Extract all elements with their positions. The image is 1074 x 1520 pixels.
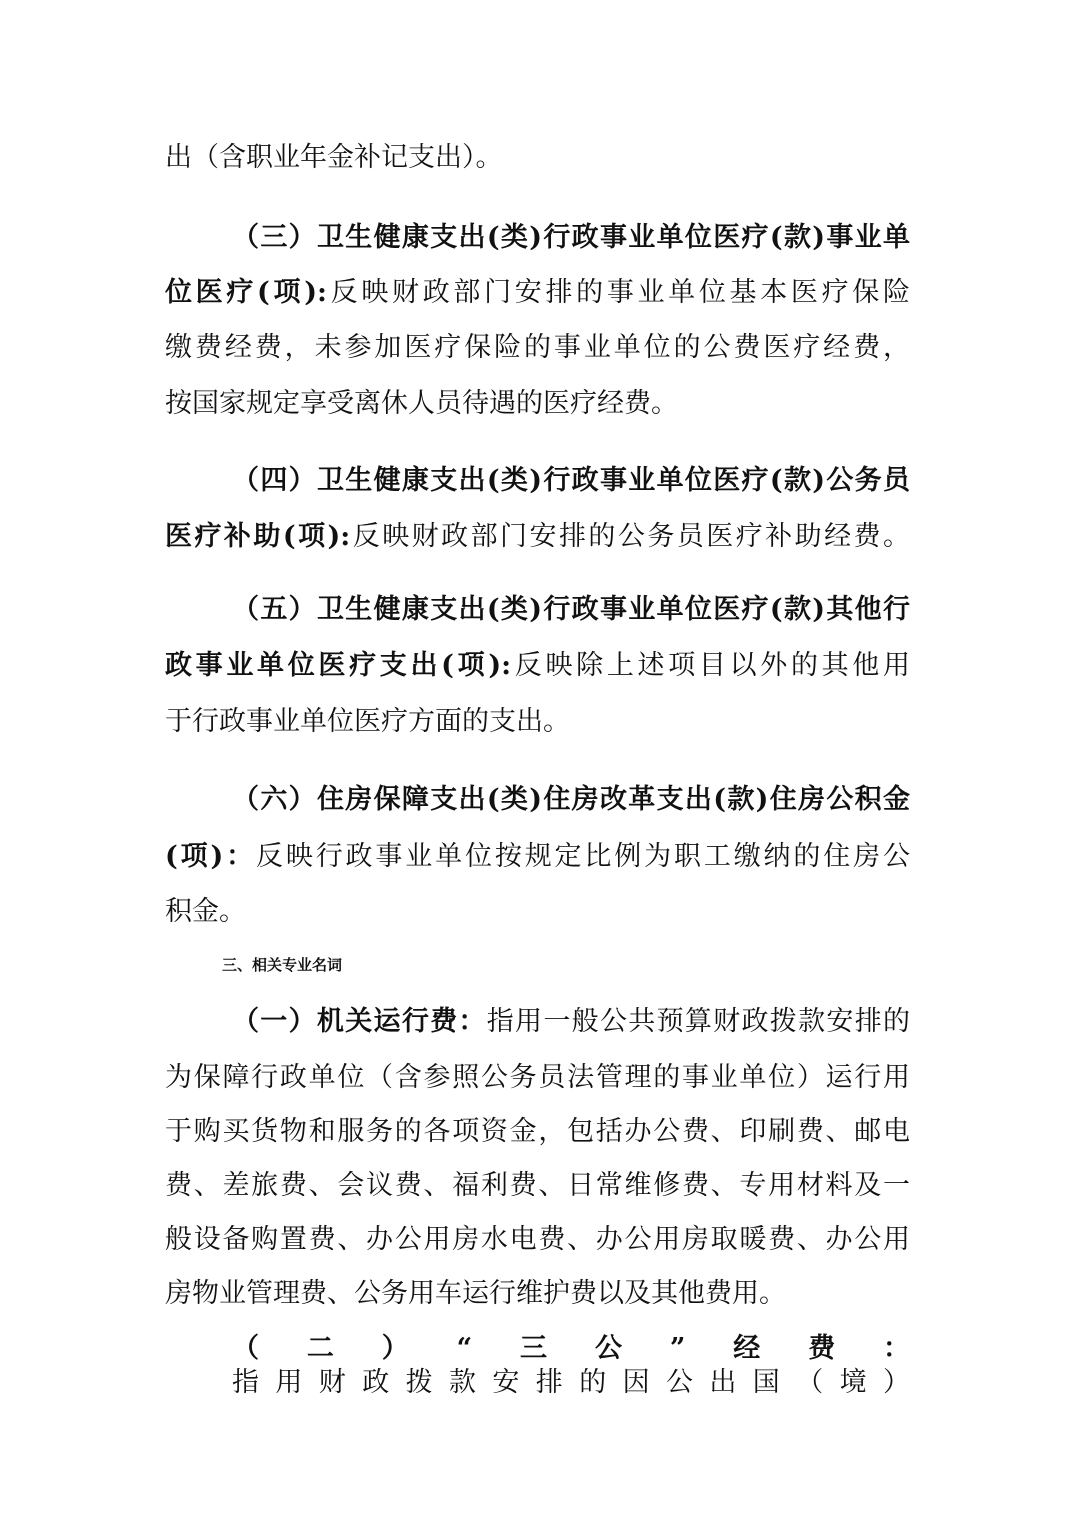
body-text: 积金。 [165,896,246,927]
text-line [165,1223,910,1257]
body-text: 于购买货物和服务的各项资金，包括办公费、印刷费、邮电 [165,1116,910,1147]
body-text: 指用一般公共预算财政拨款安排的 [486,1006,911,1037]
body-text: 般设备购置费、办公用房水电费、办公用房取暖费、办公用 [165,1224,910,1255]
text-line [165,705,910,739]
bold-term: （四）卫生健康支出(类)行政事业单位医疗(款)公务员 [232,465,910,496]
body-text: 反映除上述项目以外的其他用 [511,650,910,681]
body-text: 反映财政部门安排的事业单位基本医疗保险 [326,277,910,308]
body-text: 缴费经费，未参加医疗保险的事业单位的公费医疗经费， [165,332,910,363]
text-line [165,1277,910,1311]
text-line [165,141,910,175]
body-text: 反映行政事业单位按规定比例为职工缴纳的住房公 [255,841,910,872]
body-text: 指用财政拨款安排的因公出国（境） [232,1367,910,1398]
bold-term: 政事业单位医疗支出(项): [165,650,512,681]
bold-term: （五）卫生健康支出(类)行政事业单位医疗(款)其他行 [232,594,910,625]
text-line [232,221,910,255]
body-text: 房物业管理费、公务用车运行维护费以及其他费用。 [165,1278,786,1309]
body-text: 出（含职业年金补记支出）。 [165,142,503,173]
text-line [165,520,910,554]
text-line [165,649,910,683]
text-line [232,464,910,498]
body-text: 为保障行政单位（含参照公务员法管理的事业单位）运行用 [165,1062,910,1093]
bold-term: （二）“三公”经费： [232,1333,910,1364]
body-text: 于行政事业单位医疗方面的支出。 [165,706,570,737]
bold-term: （六）住房保障支出(类)住房改革支出(款)住房公积金 [232,784,910,815]
bold-term: (项)： [165,841,256,872]
text-line [232,783,910,817]
bold-term: 位医疗(项): [165,277,327,308]
text-line [165,840,910,874]
text-line [232,1005,910,1039]
text-line [232,593,910,627]
body-text: 按国家规定享受离休人员待遇的医疗经费。 [165,388,678,419]
text-line [165,1061,910,1095]
bold-term: （三）卫生健康支出(类)行政事业单位医疗(款)事业单 [232,222,910,253]
text-line [165,387,910,421]
body-text: 费、差旅费、会议费、福利费、日常维修费、专用材料及一 [165,1170,910,1201]
text-line [165,331,910,365]
section-heading: 三、相关专业名词 [222,956,343,974]
bold-term: 医疗补助(项): [165,521,351,552]
text-line [232,1332,910,1400]
text-line [165,1169,910,1203]
body-text: 反映财政部门安排的公务员医疗补助经费。 [350,521,910,552]
bold-term: （一）机关运行费： [232,1006,487,1037]
text-line [165,276,910,310]
text-line [165,1115,910,1149]
text-line [165,895,910,929]
